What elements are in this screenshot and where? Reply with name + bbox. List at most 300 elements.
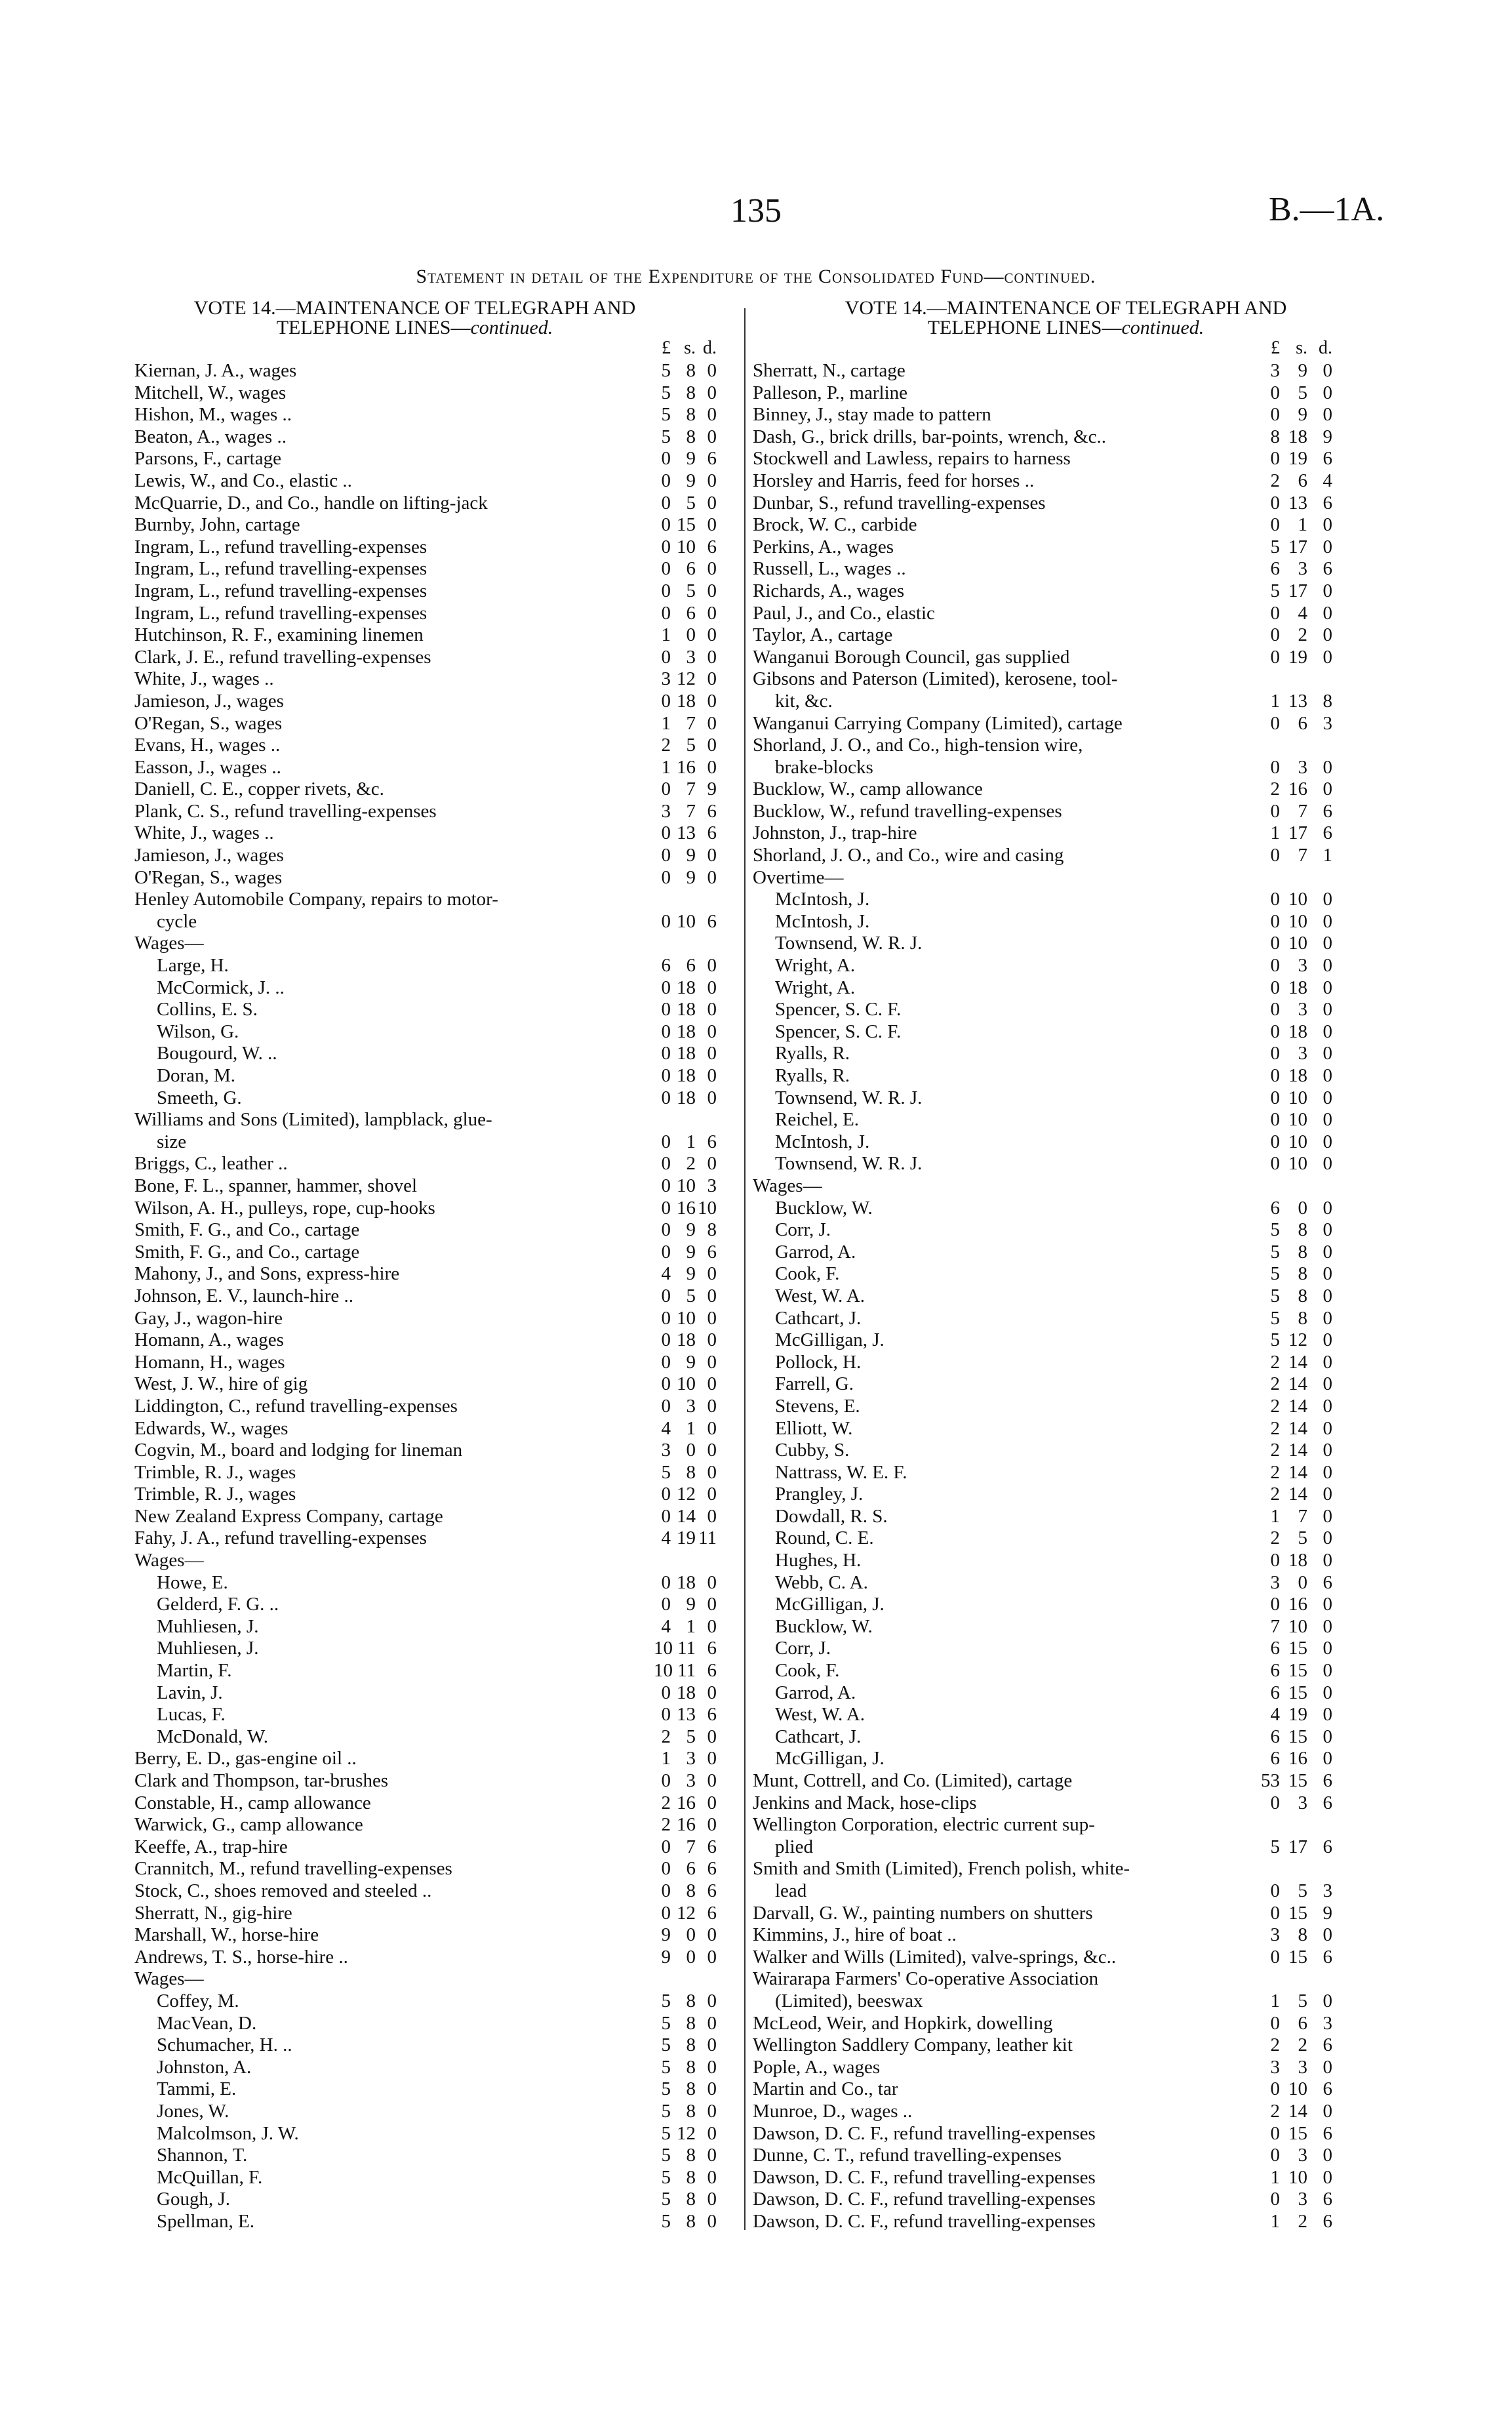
expenditure-row xyxy=(134,1770,717,1792)
expenditure-row xyxy=(753,668,1379,691)
amount-pence: 0 xyxy=(1323,1440,1332,1461)
expenditure-row xyxy=(753,1263,1379,1285)
amount-pence: 0 xyxy=(707,1792,717,1813)
amount-pence: 0 xyxy=(707,2100,717,2122)
payee-description: Ingram, L., refund travelling-expenses xyxy=(134,558,428,580)
payee-description: New Zealand Express Company, cartage xyxy=(134,1505,443,1527)
amount-pounds: 3 xyxy=(661,668,671,690)
amount-pounds: 5 xyxy=(661,2034,671,2056)
amount-shillings: 17 xyxy=(1288,580,1307,601)
payee-description: Cathcart, J. xyxy=(775,1307,862,1329)
payee-description: Gelderd, F. G. .. xyxy=(157,1594,279,1615)
amount-pence: 9 xyxy=(707,778,717,800)
expenditure-row xyxy=(753,1947,1379,1969)
expenditure-row xyxy=(134,1682,717,1705)
amount-pounds: 7 xyxy=(1270,1615,1280,1637)
amount-pence: 6 xyxy=(1323,492,1332,514)
amount-pounds: 5 xyxy=(661,426,671,447)
amount-pounds: 1 xyxy=(1270,1990,1280,2012)
amount-pounds: 10 xyxy=(654,1638,673,1659)
expenditure-row xyxy=(134,866,717,889)
payee-description: brake-blocks xyxy=(775,756,873,778)
payee-description: Andrews, T. S., horse-hire .. xyxy=(134,1946,348,1968)
payee-description: Sherratt, N., gig-hire xyxy=(134,1902,292,1924)
payee-description: Wages— xyxy=(134,933,204,954)
expenditure-row xyxy=(753,955,1379,977)
amount-shillings: 16 xyxy=(1288,778,1307,800)
amount-shillings: 8 xyxy=(686,2034,696,2056)
amount-shillings: 13 xyxy=(1288,690,1307,712)
amount-shillings: 19 xyxy=(1288,646,1307,668)
amount-pounds: 5 xyxy=(1270,1285,1280,1306)
amount-shillings: 14 xyxy=(1288,1440,1307,1461)
expenditure-row xyxy=(134,1021,717,1043)
expenditure-row xyxy=(753,911,1379,933)
amount-shillings: 10 xyxy=(1288,933,1307,954)
amount-shillings: 18 xyxy=(677,1571,696,1593)
expenditure-row xyxy=(753,1814,1379,1836)
amount-shillings: 8 xyxy=(686,404,696,426)
amount-pounds: 2 xyxy=(1270,2100,1280,2122)
amount-pounds: 6 xyxy=(1270,1748,1280,1769)
payee-description: Stockwell and Lawless, repairs to harness xyxy=(753,448,1071,470)
amount-pence: 6 xyxy=(707,822,717,844)
expenditure-row xyxy=(134,2100,717,2123)
amount-pounds: 2 xyxy=(1270,1484,1280,1505)
payee-description: Berry, E. D., gas-engine oil .. xyxy=(134,1748,357,1769)
shillings-header: s. xyxy=(684,338,696,358)
amount-pence: 0 xyxy=(707,1594,717,1615)
amount-pounds: 3 xyxy=(661,1440,671,1461)
amount-pounds: 0 xyxy=(661,690,671,712)
amount-pounds: 2 xyxy=(661,735,671,756)
amount-pounds: 0 xyxy=(1270,1902,1280,1924)
payee-description: Spencer, S. C. F. xyxy=(775,1021,902,1042)
amount-pence: 0 xyxy=(1323,756,1332,778)
expenditure-row xyxy=(134,1109,695,1131)
amount-pence: 0 xyxy=(1323,1263,1332,1285)
amount-pence: 0 xyxy=(1323,1351,1332,1373)
amount-shillings: 3 xyxy=(1298,999,1307,1021)
payee-description: Overtime— xyxy=(753,866,844,888)
amount-pounds: 0 xyxy=(661,1484,671,1505)
amount-pence: 0 xyxy=(707,1153,717,1175)
amount-pence: 0 xyxy=(707,1726,717,1747)
amount-shillings: 2 xyxy=(1298,2210,1307,2232)
amount-pounds: 0 xyxy=(1270,845,1280,866)
amount-pounds: 0 xyxy=(1270,492,1280,514)
amount-pence: 6 xyxy=(1323,1770,1332,1791)
amount-pounds: 0 xyxy=(661,866,671,888)
amount-shillings: 14 xyxy=(1288,1461,1307,1483)
amount-shillings: 15 xyxy=(1288,1726,1307,1747)
amount-pence: 6 xyxy=(1323,448,1332,470)
amount-pence: 0 xyxy=(1323,1197,1332,1219)
expenditure-row xyxy=(753,1285,1379,1308)
payee-description: Gay, J., wagon-hire xyxy=(134,1307,283,1329)
amount-pence: 0 xyxy=(707,2012,717,2034)
payee-description: Lucas, F. xyxy=(157,1704,226,1726)
amount-pence: 6 xyxy=(1323,2034,1332,2056)
amount-shillings: 16 xyxy=(677,1792,696,1813)
expenditure-row xyxy=(753,1198,1379,1220)
expenditure-row xyxy=(753,889,1379,911)
payee-description: Spencer, S. C. F. xyxy=(775,999,902,1021)
currency-header xyxy=(753,338,1379,360)
payee-description: West, W. A. xyxy=(775,1704,865,1726)
expenditure-row xyxy=(134,536,717,559)
expenditure-row xyxy=(753,845,1379,867)
payee-description: Martin, F. xyxy=(157,1660,232,1682)
amount-pence: 3 xyxy=(1323,712,1332,734)
amount-pence: 0 xyxy=(1323,2056,1332,2078)
expenditure-row xyxy=(134,1241,717,1264)
payee-description: Paul, J., and Co., elastic xyxy=(753,602,935,624)
payee-description: Jamieson, J., wages xyxy=(134,690,284,712)
amount-shillings: 6 xyxy=(686,955,696,977)
amount-pence: 6 xyxy=(707,1660,717,1682)
amount-pence: 3 xyxy=(707,1175,717,1196)
amount-pounds: 0 xyxy=(661,1043,671,1064)
amount-shillings: 10 xyxy=(1288,1153,1307,1175)
payee-description: Wanganui Carrying Company (Limited), cartage xyxy=(753,712,1123,734)
payee-description: Townsend, W. R. J. xyxy=(775,933,923,954)
amount-pounds: 0 xyxy=(661,1902,671,1924)
amount-pence: 0 xyxy=(707,1087,717,1108)
amount-pence: 0 xyxy=(707,712,717,734)
amount-shillings: 15 xyxy=(1288,1638,1307,1659)
amount-pounds: 10 xyxy=(654,1660,673,1682)
amount-pence: 0 xyxy=(1323,778,1332,800)
amount-shillings: 15 xyxy=(1288,2122,1307,2144)
amount-pence: 0 xyxy=(707,866,717,888)
amount-pounds: 0 xyxy=(1270,1131,1280,1152)
expenditure-row xyxy=(134,2122,717,2145)
amount-shillings: 16 xyxy=(1288,1594,1307,1615)
payee-description: Russell, L., wages .. xyxy=(753,558,906,580)
payee-description: Shorland, J. O., and Co., high-tension wire, xyxy=(753,735,1083,756)
amount-pence: 6 xyxy=(707,800,717,822)
amount-pence: 0 xyxy=(1323,1726,1332,1747)
expenditure-row xyxy=(753,1131,1379,1154)
payee-description: Wairarapa Farmers' Co-operative Association xyxy=(753,1968,1099,1990)
expenditure-row xyxy=(134,1527,717,1550)
payee-description: Johnston, A. xyxy=(157,2056,252,2078)
payee-description: Ingram, L., refund travelling-expenses xyxy=(134,580,428,601)
expenditure-row xyxy=(134,1615,717,1638)
payee-description: Dunbar, S., refund travelling-expenses xyxy=(753,492,1046,514)
amount-pence: 0 xyxy=(707,999,717,1021)
amount-shillings: 14 xyxy=(1288,1395,1307,1417)
amount-pounds: 0 xyxy=(1270,382,1280,403)
amount-pounds: 2 xyxy=(1270,2034,1280,2056)
vote-heading-line2: TELEPHONE LINES— xyxy=(276,317,471,338)
amount-pounds: 0 xyxy=(661,1571,671,1593)
amount-pounds: 0 xyxy=(661,1704,671,1726)
payee-description: Townsend, W. R. J. xyxy=(775,1153,923,1175)
amount-pence: 0 xyxy=(707,690,717,712)
amount-shillings: 12 xyxy=(677,1902,696,1924)
amount-shillings: 10 xyxy=(677,910,696,932)
amount-shillings: 10 xyxy=(677,1175,696,1196)
payee-description: Homann, H., wages xyxy=(134,1351,285,1373)
expenditure-row xyxy=(134,1219,717,1242)
expenditure-row xyxy=(134,712,717,735)
amount-shillings: 10 xyxy=(677,536,696,557)
payee-description: Taylor, A., cartage xyxy=(753,624,893,646)
expenditure-row xyxy=(753,624,1379,647)
amount-shillings: 10 xyxy=(1288,889,1307,910)
expenditure-row xyxy=(753,1880,1379,1903)
amount-pounds: 1 xyxy=(1270,690,1280,712)
amount-shillings: 5 xyxy=(686,492,696,514)
amount-shillings: 8 xyxy=(686,1461,696,1483)
amount-pounds: 0 xyxy=(1270,1153,1280,1175)
expenditure-row xyxy=(134,1726,717,1749)
amount-pence: 0 xyxy=(1323,2166,1332,2188)
currency-header xyxy=(134,338,717,360)
payee-description: Munroe, D., wages .. xyxy=(753,2100,913,2122)
payee-description: Darvall, G. W., painting numbers on shutters xyxy=(753,1902,1093,1924)
amount-pounds: 6 xyxy=(1270,558,1280,580)
amount-pounds: 0 xyxy=(1270,646,1280,668)
amount-pence: 0 xyxy=(707,624,717,646)
pence-header: d. xyxy=(1319,338,1332,358)
amount-pence: 6 xyxy=(707,1880,717,1901)
payee-description: kit, &c. xyxy=(775,690,833,712)
amount-shillings: 9 xyxy=(686,1263,696,1285)
expenditure-row xyxy=(134,910,717,933)
amount-pence: 0 xyxy=(1323,889,1332,910)
payee-description: Mitchell, W., wages xyxy=(134,382,287,403)
amount-pounds: 0 xyxy=(1270,1109,1280,1131)
amount-shillings: 15 xyxy=(1288,1770,1307,1791)
amount-shillings: 8 xyxy=(686,382,696,403)
payee-description: cycle xyxy=(157,910,197,932)
payee-description: Warwick, G., camp allowance xyxy=(134,1814,363,1836)
expenditure-row xyxy=(134,1968,695,1991)
payee-description: Ryalls, R. xyxy=(775,1043,850,1064)
expenditure-row xyxy=(753,1308,1379,1330)
amount-shillings: 1 xyxy=(686,1417,696,1439)
amount-pence: 6 xyxy=(707,910,717,932)
payee-description: Wages— xyxy=(134,1550,204,1571)
payee-description: Mahony, J., and Sons, express-hire xyxy=(134,1263,400,1285)
expenditure-row xyxy=(753,1682,1379,1705)
amount-pence: 0 xyxy=(1323,1109,1332,1131)
amount-pence: 10 xyxy=(698,1197,717,1219)
expenditure-row xyxy=(134,580,717,603)
payee-description: Corr, J. xyxy=(775,1219,831,1241)
amount-shillings: 5 xyxy=(686,735,696,756)
expenditure-row xyxy=(753,691,1379,713)
amount-shillings: 18 xyxy=(1288,1021,1307,1042)
amount-pounds: 6 xyxy=(1270,1197,1280,1219)
amount-pounds: 3 xyxy=(661,800,671,822)
amount-pounds: 1 xyxy=(661,712,671,734)
amount-pence: 0 xyxy=(707,382,717,403)
expenditure-row xyxy=(134,977,717,1000)
amount-pounds: 0 xyxy=(661,1087,671,1108)
amount-shillings: 6 xyxy=(1298,2012,1307,2034)
amount-pence: 0 xyxy=(707,1682,717,1703)
payee-description: Wellington Saddlery Company, leather kit xyxy=(753,2034,1073,2056)
amount-pounds: 0 xyxy=(661,1594,671,1615)
payee-description: Tammi, E. xyxy=(157,2078,237,2100)
payee-description: Wilson, G. xyxy=(157,1021,239,1042)
amount-pounds: 8 xyxy=(1270,426,1280,447)
amount-pence: 6 xyxy=(707,448,717,470)
expenditure-row xyxy=(753,1770,1379,1792)
amount-shillings: 8 xyxy=(686,360,696,381)
amount-pence: 0 xyxy=(1323,1704,1332,1726)
amount-shillings: 14 xyxy=(1288,1484,1307,1505)
amount-pounds: 5 xyxy=(1270,536,1280,557)
expenditure-row xyxy=(134,999,717,1021)
payee-description: Constable, H., camp allowance xyxy=(134,1792,371,1813)
amount-pounds: 5 xyxy=(1270,1241,1280,1263)
amount-pounds: 0 xyxy=(661,492,671,514)
payee-description: Muhliesen, J. xyxy=(157,1615,259,1637)
expenditure-list xyxy=(134,360,717,2233)
amount-pence: 0 xyxy=(707,1461,717,1483)
expenditure-row xyxy=(753,2145,1379,2167)
amount-shillings: 3 xyxy=(1298,756,1307,778)
amount-shillings: 6 xyxy=(686,602,696,624)
payee-description: Nattrass, W. E. F. xyxy=(775,1461,907,1483)
amount-pence: 3 xyxy=(1323,1880,1332,1901)
pounds-header: £ xyxy=(662,338,671,358)
expenditure-row xyxy=(753,448,1379,470)
amount-pounds: 2 xyxy=(661,1726,671,1747)
expenditure-row xyxy=(134,1814,717,1836)
expenditure-row xyxy=(753,757,1379,779)
amount-pounds: 0 xyxy=(661,1373,671,1395)
expenditure-row xyxy=(753,1858,1379,1880)
payee-description: Cathcart, J. xyxy=(775,1726,862,1747)
amount-pence: 0 xyxy=(707,470,717,491)
amount-pounds: 0 xyxy=(661,1351,671,1373)
expenditure-row xyxy=(753,1396,1379,1418)
payee-description: Perkins, A., wages xyxy=(753,536,894,557)
amount-pence: 0 xyxy=(1323,1153,1332,1175)
expenditure-row xyxy=(134,1329,717,1352)
payee-description: Stevens, E. xyxy=(775,1395,860,1417)
amount-shillings: 12 xyxy=(677,668,696,690)
payee-description: Smith and Smith (Limited), French polish, white- xyxy=(753,1858,1130,1880)
amount-pence: 0 xyxy=(707,2056,717,2078)
payee-description: Smith, F. G., and Co., cartage xyxy=(134,1219,360,1241)
expenditure-row xyxy=(753,977,1379,1000)
amount-pence: 0 xyxy=(707,1814,717,1836)
amount-shillings: 7 xyxy=(686,778,696,800)
amount-shillings: 8 xyxy=(686,2145,696,2166)
expenditure-row xyxy=(134,1197,717,1220)
amount-shillings: 17 xyxy=(1288,536,1307,557)
amount-pence: 6 xyxy=(707,536,717,557)
payee-description: Cubby, S. xyxy=(775,1440,850,1461)
expenditure-row xyxy=(753,536,1379,559)
payee-description: Reichel, E. xyxy=(775,1109,860,1131)
amount-pence: 0 xyxy=(1323,1990,1332,2012)
amount-shillings: 15 xyxy=(1288,1946,1307,1968)
expenditure-row xyxy=(753,999,1379,1021)
amount-pence: 0 xyxy=(707,1505,717,1527)
expenditure-row xyxy=(134,800,717,823)
expenditure-row xyxy=(134,426,717,449)
expenditure-row xyxy=(134,1461,717,1484)
amount-shillings: 14 xyxy=(1288,1417,1307,1439)
payee-description: Dawson, D. C. F., refund travelling-expenses xyxy=(753,2166,1096,2188)
amount-shillings: 3 xyxy=(1298,2056,1307,2078)
amount-pounds: 0 xyxy=(661,1770,671,1791)
expenditure-row xyxy=(753,514,1379,536)
expenditure-row xyxy=(134,624,717,647)
expenditure-row xyxy=(134,602,717,625)
amount-pence: 0 xyxy=(707,1924,717,1946)
amount-pence: 0 xyxy=(707,1263,717,1285)
amount-shillings: 16 xyxy=(677,1197,696,1219)
expenditure-row xyxy=(753,1968,1379,1991)
amount-shillings: 19 xyxy=(1288,448,1307,470)
expenditure-row xyxy=(753,1440,1379,1462)
amount-pounds: 6 xyxy=(1270,1638,1280,1659)
payee-description: Malcolmson, J. W. xyxy=(157,2122,299,2144)
amount-shillings: 15 xyxy=(1288,1902,1307,1924)
amount-shillings: 11 xyxy=(677,1660,696,1682)
payee-description: Hishon, M., wages .. xyxy=(134,404,292,426)
expenditure-row xyxy=(753,1638,1379,1660)
amount-pence: 0 xyxy=(707,2034,717,2056)
payee-description: Plank, C. S., refund travelling-expenses xyxy=(134,800,437,822)
amount-shillings: 14 xyxy=(1288,1373,1307,1395)
expenditure-row xyxy=(753,1506,1379,1528)
payee-description: Horsley and Harris, feed for horses .. xyxy=(753,470,1035,491)
payee-description: Webb, C. A. xyxy=(775,1571,868,1593)
payee-description: Shannon, T. xyxy=(157,2145,248,2166)
payee-description: Daniell, C. E., copper rivets, &c. xyxy=(134,778,384,800)
payee-description: Garrod, A. xyxy=(775,1682,856,1703)
expenditure-row xyxy=(134,1880,717,1903)
amount-shillings: 8 xyxy=(1298,1924,1307,1946)
amount-shillings: 5 xyxy=(686,580,696,601)
payee-description: Shorland, J. O., and Co., wire and casing xyxy=(753,845,1064,866)
amount-pounds: 0 xyxy=(661,602,671,624)
expenditure-row xyxy=(134,1373,717,1396)
amount-pounds: 2 xyxy=(1270,1351,1280,1373)
payee-description: O'Regan, S., wages xyxy=(134,712,283,734)
expenditure-row xyxy=(134,955,717,977)
amount-pounds: 0 xyxy=(1270,2078,1280,2100)
amount-pounds: 5 xyxy=(1270,580,1280,601)
amount-shillings: 1 xyxy=(1298,514,1307,536)
amount-pounds: 0 xyxy=(1270,889,1280,910)
expenditure-row xyxy=(134,2056,717,2079)
amount-pence: 8 xyxy=(1323,690,1332,712)
amount-pounds: 0 xyxy=(1270,1043,1280,1064)
expenditure-row xyxy=(753,1836,1379,1859)
amount-pence: 0 xyxy=(1323,977,1332,998)
amount-shillings: 16 xyxy=(677,756,696,778)
amount-shillings: 3 xyxy=(1298,558,1307,580)
expenditure-row xyxy=(134,1043,717,1065)
payee-description: (Limited), beeswax xyxy=(775,1990,923,2012)
amount-pounds: 0 xyxy=(661,1065,671,1086)
amount-pounds: 0 xyxy=(661,1329,671,1351)
amount-pounds: 0 xyxy=(1270,1946,1280,1968)
amount-pence: 0 xyxy=(1323,624,1332,646)
payee-description: Lavin, J. xyxy=(157,1682,223,1703)
